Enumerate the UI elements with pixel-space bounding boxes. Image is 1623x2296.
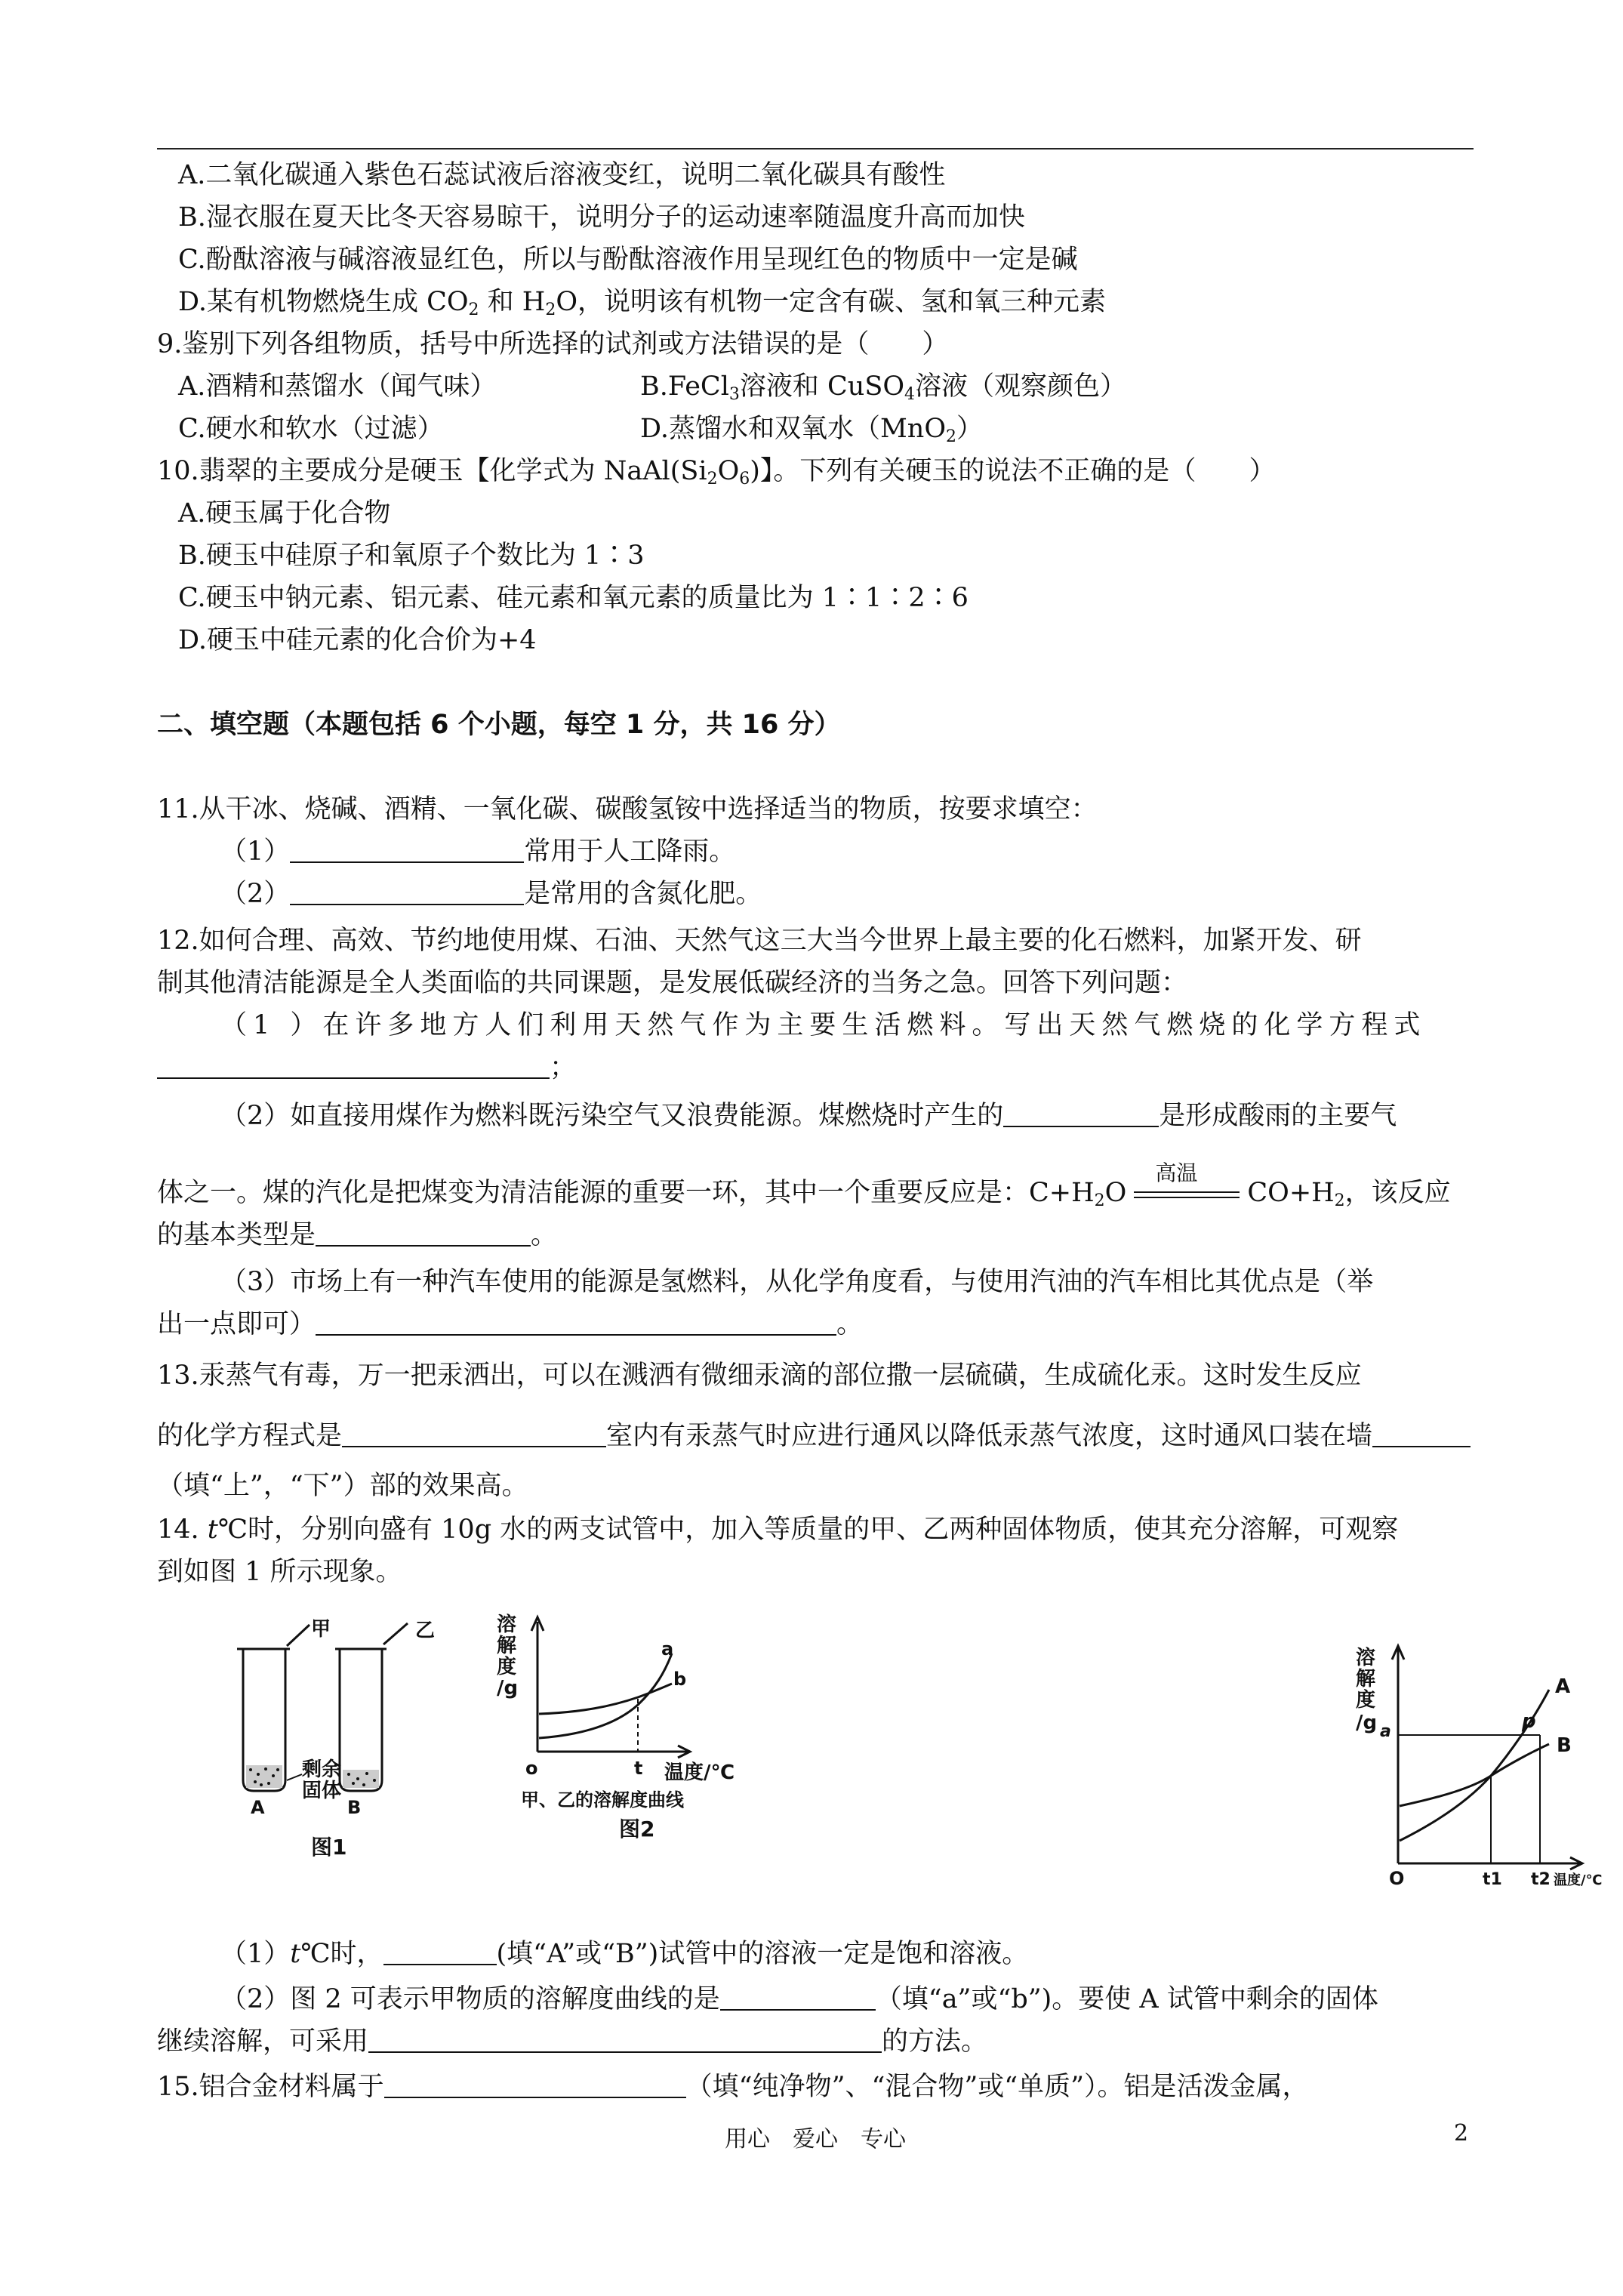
figure-1-test-tubes <box>226 1616 476 1865</box>
svg-text:溶: 溶 <box>497 1613 517 1636</box>
svg-text:B: B <box>1557 1734 1572 1757</box>
section-heading: 二、填空题（本题包括 6 个小题，每空 1 分，共 16 分） <box>157 710 841 740</box>
q12-line2: 制其他清洁能源是全人类面临的共同课题，是发展低碳经济的当务之急。回答下列问题： <box>157 968 1188 998</box>
figure-2-solubility-curves <box>483 1601 755 1857</box>
answer-blank[interactable] <box>368 2027 882 2053</box>
svg-text:/g: /g <box>497 1677 519 1700</box>
svg-text:t2: t2 <box>1531 1870 1551 1888</box>
svg-text:固体: 固体 <box>302 1780 342 1802</box>
answer-blank[interactable] <box>342 1422 606 1447</box>
q10-stem: 10.翡翠的主要成分是硬玉【化学式为 $NaAl(Si_2O_6)$】。下列有关硬玉的说法不正确的是（ ） <box>157 456 1276 488</box>
q11-part1: （1） 常用于人工降雨。 <box>220 837 736 867</box>
q12-line1: 12.如何合理、高效、节约地使用煤、石油、天然气这三大当今世界上最主要的化石燃料，加紧开发、研 <box>157 926 1362 956</box>
svg-text:图1: 图1 <box>311 1835 347 1860</box>
q14-line1: 14. t℃时，分别向盛有 10g 水的两支试管中，加入等质量的甲、乙两种固体物质，使其充分溶解，可观察 <box>157 1515 1399 1545</box>
q13-line1: 13.汞蒸气有毒，万一把汞洒出，可以在溅洒有微细汞滴的部位撒一层硫磺，生成硫化汞。这时发生反应 <box>157 1361 1362 1391</box>
figure-3-solubility-intersection <box>1351 1638 1623 1888</box>
q12-part2-line1: （2）如直接用煤作为燃料既污染空气又浪费能源。煤燃烧时产生的 是形成酸雨的主要气 <box>220 1101 1397 1131</box>
q9-option-c: C.硬水和软水（过滤） <box>178 414 444 444</box>
q12-part2-line3: 的基本类型是 。 <box>157 1220 558 1250</box>
q10-option-a: A.硬玉属于化合物 <box>178 498 391 529</box>
q8-option-a: A.二氧化碳通入紫色石蕊试液后溶液变红，说明二氧化碳具有酸性 <box>178 160 946 190</box>
answer-blank[interactable] <box>720 1985 876 2011</box>
answer-blank[interactable] <box>1372 1422 1471 1447</box>
q8-option-c: C.酚酞溶液与碱溶液显红色，所以与酚酞溶液作用呈现红色的物质中一定是碱 <box>178 245 1078 275</box>
svg-text:b: b <box>673 1669 687 1690</box>
q8-option-b: B.湿衣服在夏天比冬天容易晾干，说明分子的运动速率随温度升高而加快 <box>178 202 1025 233</box>
svg-text:t: t <box>634 1758 643 1779</box>
svg-text:a: a <box>1380 1722 1391 1741</box>
answer-blank[interactable] <box>316 1310 836 1336</box>
svg-text:p: p <box>1522 1710 1536 1733</box>
q8-option-d: D.某有机物燃烧生成 $CO_2$ 和 $H_2O$，说明该有机物一定含有碳、氢和氧三种元素 <box>178 287 1107 319</box>
q14-part2-line2: 继续溶解，可采用 的方法。 <box>157 2026 988 2057</box>
svg-text:解: 解 <box>497 1635 517 1657</box>
answer-blank[interactable] <box>384 2073 686 2098</box>
q10-option-d: D.硬玉中硅元素的化合价为+4 <box>178 625 537 655</box>
reaction-condition: 高温 <box>1126 1176 1247 1210</box>
svg-text:溶: 溶 <box>1356 1647 1376 1669</box>
svg-text:度: 度 <box>497 1656 517 1678</box>
q10-option-c: C.硬玉中钠元素、铝元素、硅元素和氧元素的质量比为 1∶1∶2∶6 <box>178 583 969 613</box>
svg-text:解: 解 <box>1356 1668 1376 1690</box>
answer-blank[interactable] <box>1003 1102 1159 1127</box>
svg-text:/g: /g <box>1356 1712 1378 1734</box>
q13-line2: 的化学方程式是 室内有汞蒸气时应进行通风以降低汞蒸气浓度，这时通风口装在墙 <box>157 1419 1471 1453</box>
q12-part1-answer: ； <box>157 1051 576 1084</box>
svg-text:甲: 甲 <box>311 1618 331 1641</box>
q9-option-b: B.FeCl$_3$溶液和 CuSO$_4$溶液（观察颜色） <box>640 371 1127 404</box>
answer-blank[interactable] <box>157 1053 550 1079</box>
q12-part2-line2: 体之一。煤的汽化是把煤变为清洁能源的重要一环，其中一个重要反应是：$C+H_2O$ 高温 $CO+H_2$，该反应 <box>157 1160 1451 1210</box>
q12-part3-line2: 出一点即可） 。 <box>157 1309 864 1339</box>
header-rule <box>157 148 1474 149</box>
q12-part3-line1: （3）市场上有一种汽车使用的能源是氢燃料，从化学角度看，与使用汽油的汽车相比其优点是（举 <box>220 1267 1374 1297</box>
q15-line1: 15.铝合金材料属于 （填“纯净物”、“混合物”或“单质”）。铝是活泼金属， <box>157 2072 1309 2102</box>
svg-text:温度/℃: 温度/℃ <box>1554 1872 1603 1888</box>
answer-blank[interactable] <box>316 1221 531 1247</box>
answer-blank[interactable] <box>290 837 524 863</box>
svg-text:度: 度 <box>1356 1689 1376 1712</box>
q11-stem: 11.从干冰、烧碱、酒精、一氧化碳、碳酸氢铵中选择适当的物质，按要求填空： <box>157 794 1098 824</box>
answer-blank[interactable] <box>383 1940 497 1965</box>
footer-motto: 用心 爱心 专心 <box>725 2126 906 2153</box>
svg-text:甲、乙的溶解度曲线: 甲、乙的溶解度曲线 <box>521 1789 684 1811</box>
svg-text:t1: t1 <box>1483 1870 1502 1888</box>
q9-stem: 9.鉴别下列各组物质，括号中所选择的试剂或方法错误的是（ ） <box>157 329 949 359</box>
q12-part1: （1 ）在许多地方人们利用天然气作为主要生活燃料。写出天然气燃烧的化学方程式 <box>220 1010 1427 1040</box>
svg-text:剩余: 剩余 <box>302 1758 342 1781</box>
svg-text:A: A <box>1555 1675 1571 1698</box>
q9-option-d: D.蒸馏水和双氧水（MnO$_2$） <box>640 414 984 446</box>
svg-text:图2: 图2 <box>619 1817 655 1841</box>
q10-option-b: B.硬玉中硅原子和氧原子个数比为 1∶3 <box>178 541 645 571</box>
q11-part2: （2） 是常用的含氮化肥。 <box>220 879 762 909</box>
q14-part2-line1: （2）图 2 可表示甲物质的溶解度曲线的是 （填“a”或“b”)。要使 A 试管中剩余的固体 <box>220 1984 1378 2014</box>
svg-text:温度/℃: 温度/℃ <box>664 1761 735 1784</box>
q9-option-a: A.酒精和蒸馏水（闻气味） <box>178 371 497 402</box>
svg-text:B: B <box>347 1797 362 1818</box>
q14-line2: 到如图 1 所示现象。 <box>157 1557 402 1587</box>
answer-blank[interactable] <box>290 880 524 905</box>
q14-part1: （1）t℃时， (填“A”或“B”)试管中的溶液一定是饱和溶液。 <box>220 1939 1029 1969</box>
svg-text:A: A <box>251 1797 265 1818</box>
q13-line3: （填“上”，“下”）部的效果高。 <box>157 1471 528 1501</box>
svg-text:a: a <box>661 1638 674 1660</box>
svg-text:O: O <box>1389 1868 1405 1888</box>
svg-text:乙: 乙 <box>415 1620 436 1642</box>
page-number: 2 <box>1454 2120 1469 2147</box>
svg-text:o: o <box>525 1758 538 1779</box>
